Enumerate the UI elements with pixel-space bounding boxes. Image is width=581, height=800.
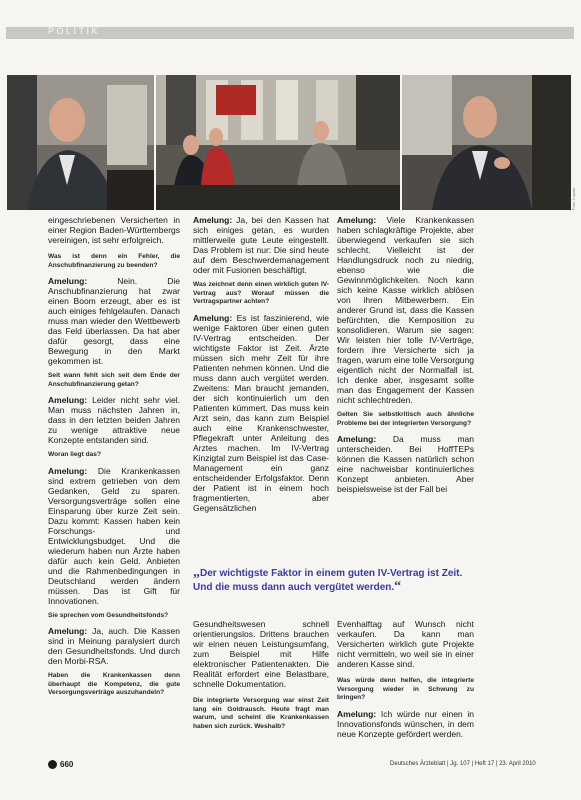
answer-text: Leider nicht sehr viel. Man muss nächsten Jahren in, dass in den letzten beiden Jahren zu wenige attraktive neue Konzepte entstanden sind. — [48, 395, 180, 445]
interview-question: Haben die Krankenkassen denn überhaupt die Kompetenz, die gute Versorgungsverträge auszuhandeln? — [48, 672, 180, 696]
speaker-label: Amelung: — [48, 395, 88, 405]
page-number: 660 — [60, 760, 74, 769]
speaker-label: Amelung: — [193, 215, 233, 225]
interview-question: Sie sprechen vom Gesundheitsfonds? — [48, 611, 169, 619]
interview-question: Seit wann fehlt sich seit dem Ende der Anschubfinanzierung getan? — [48, 372, 180, 388]
paragraph: eingeschriebenen Versicherten in einer Region Baden-Württembergs vereinigen, ist sehr erfolgreich. — [48, 215, 180, 245]
interview-answer — [193, 313, 329, 513]
answer-text: Die Krankenkassen sind extrem getrieben von dem Gedanken, Geld zu sparen. Versorgungsverträge sollen eine Einsparung über kurze Zeit sein. Dazu kommt: Kassen haben kein Forschungs- und Entwicklungsbudget. Und die wiederum haben nun Ärzte haben dafür auch kein Geld. Anbieten und die Rahmenbedingungen in Deutschland werden ändern müssen. Das ist Gift für Innovationen. — [48, 465, 180, 606]
pull-quote-text: Der wichtigste Faktor in einem guten IV-Vertrag ist Zeit. Und die muss dann auch vergütet werden. — [193, 568, 463, 593]
photo-interviewee-left — [7, 75, 154, 210]
interview-answer — [193, 215, 329, 275]
speaker-label: Amelung: — [48, 465, 88, 476]
text-column-2-lower — [193, 619, 329, 737]
speaker-label: Amelung: — [337, 215, 377, 225]
interview-answer — [337, 434, 474, 494]
interview-question: Was ist denn ein Fehler, die Anschubfinanzierung zu beenden? — [48, 253, 180, 269]
speaker-label: Amelung: — [337, 708, 377, 719]
photo-interviewee-right — [402, 75, 571, 210]
interview-question: Die integrierte Versorgung war einst Zeit lang ein Goldrausch. Heute fragt man warum, und scheint die Krankenkassen haben sich zurück. Weshalb? — [193, 697, 329, 730]
text-column-1 — [48, 215, 180, 704]
answer-text: Ja, auch. Die Kassen sind in Meinung paralysiert durch den Gesundheitsfonds. Und durch den Morbi-RSA. — [48, 626, 180, 666]
answer-text: Da muss man unterscheiden. Bei HoffTEPs können die Kassen natürlich schon eine nachweisbar kontinuierliches Konzept anbieten. Aber beispielsweise ist der Fall bei — [337, 434, 474, 494]
paragraph: Gesundheitswesen schnell orientierungslos. Drittens brauchen wir einen neuen Leistungsumfang, zum Beispiel mit Hilfe elektronischer Patientenakten. Die Realität erfordert eine Belastbare, schnelle Dokumentation. — [193, 619, 329, 689]
interview-answer — [48, 466, 180, 606]
speaker-label: Amelung: — [48, 626, 88, 636]
interview-answer — [48, 395, 180, 445]
quote-close-mark: “ — [394, 579, 402, 594]
interview-answer — [337, 709, 474, 739]
quote-open-mark: „ — [193, 565, 200, 580]
pull-quote — [193, 566, 478, 594]
interview-answer — [48, 626, 180, 666]
speaker-label: Amelung: — [193, 312, 233, 323]
photo-credit: Foto: Lopata — [571, 187, 576, 210]
interview-question: Gelten Sie selbstkritisch auch ähnliche Probleme bei der integrierten Versorgung? — [337, 411, 474, 427]
text-column-3-lower — [337, 619, 474, 745]
photo-interview-scene — [156, 75, 400, 210]
paragraph: Evenhalftag auf Wunsch nicht verkaufen. Da kann man Versicherten wirklich gute Projekte nicht vermitteln, wo weil sie in einer anderen Kasse sind. — [337, 619, 474, 669]
speaker-label: Amelung: — [337, 434, 377, 444]
interview-question: Woran liegt das? — [48, 451, 102, 458]
publication-info: Deutsches Ärzteblatt | Jg. 107 | Heft 17 | 23. April 2010 — [390, 761, 536, 767]
answer-text: Ich würde nur einen in Innovationsfonds wünschen, in dem neue Konzepte gefördert werden. — [337, 708, 474, 739]
text-column-3 — [337, 215, 474, 500]
speaker-label: Amelung: — [48, 276, 88, 286]
answer-text: Viele Krankenkassen haben schlagkräftige Projekte, aber überwiegend verkaufen sie sich schlecht. Vielleicht ist der Handlungsdruck noch zu niedrig, ebenso wie die Gewinnmöglichkeiten. Noch kann sich keine Kasse wirklich ablösen von ihren Mitbewerbern. Ein anderer Grund ist, dass die Kassen befürchten, die Kernposition zu konsolidieren. Warum sie sagen: Wir leisten hier tolle IV-Verträge, fordern ihre Versicherte sich ja fragen, warum eine tolle Versorgung eigentlich nicht der Normalfall ist. Ich denke aber, insgesamt sollte man das Engagement der Kassen nicht schlechtreden. — [337, 215, 474, 405]
answer-text: Es ist faszinierend, wie wenige Faktoren über einen guten IV-Vertrag entscheiden. Der wichtigste Faktor ist Zeit. Ärzte müssen sich mehr Zeit für ihre Patienten nehmen können. Und die muss dann auch vergütet werden. Zweitens: Man braucht jemanden, der sich kontinuierlich um den Patienten kümmert. Das muss kein Arzt sein, das kann zum Beispiel auch eine Krankenschwester, Pflegekraft unter Anleitung des Arztes machen. Im IV-Vertrag Kinzigtal zum Beispiel ist das Case-Management ein ganz entscheidender Erfolgsfaktor. Denn der Patient ist in einem hoch fragmentierten, aber Gegensätzlichen — [193, 312, 329, 513]
answer-text: Nein. Die Anschubfinanzierung hat zwar einen Boom erzeugt, aber es ist auch einiges fehlgelaufen. Danach muss man wieder den Wettbewerb das Feld überlassen. Da hat aber dafür gesorgt, dass eine Bewegung in den Markt gekommen ist. — [48, 276, 180, 366]
interview-answer — [337, 215, 474, 405]
section-label: POLITIK — [48, 26, 101, 36]
interview-answer — [48, 276, 180, 366]
interview-question: Was würde denn helfen, die integrierte Versorgung wieder in Schwung zu bringen? — [337, 677, 474, 701]
text-column-2 — [193, 215, 329, 519]
answer-text: Ja, bei den Kassen hat sich einiges getan, es wurden mittlerweile gute Leute eingestellt. Das Problem ist nur: Die sind heute auf dem Beschwerdemanagement oder mit Fusionen beschäftigt. — [193, 215, 329, 275]
page-bullet-icon — [48, 760, 57, 769]
interview-question: Was zeichnet denn einen wirklich guten IV-Vertrag aus? Worauf müssen die Vertragspartner achten? — [193, 281, 329, 305]
